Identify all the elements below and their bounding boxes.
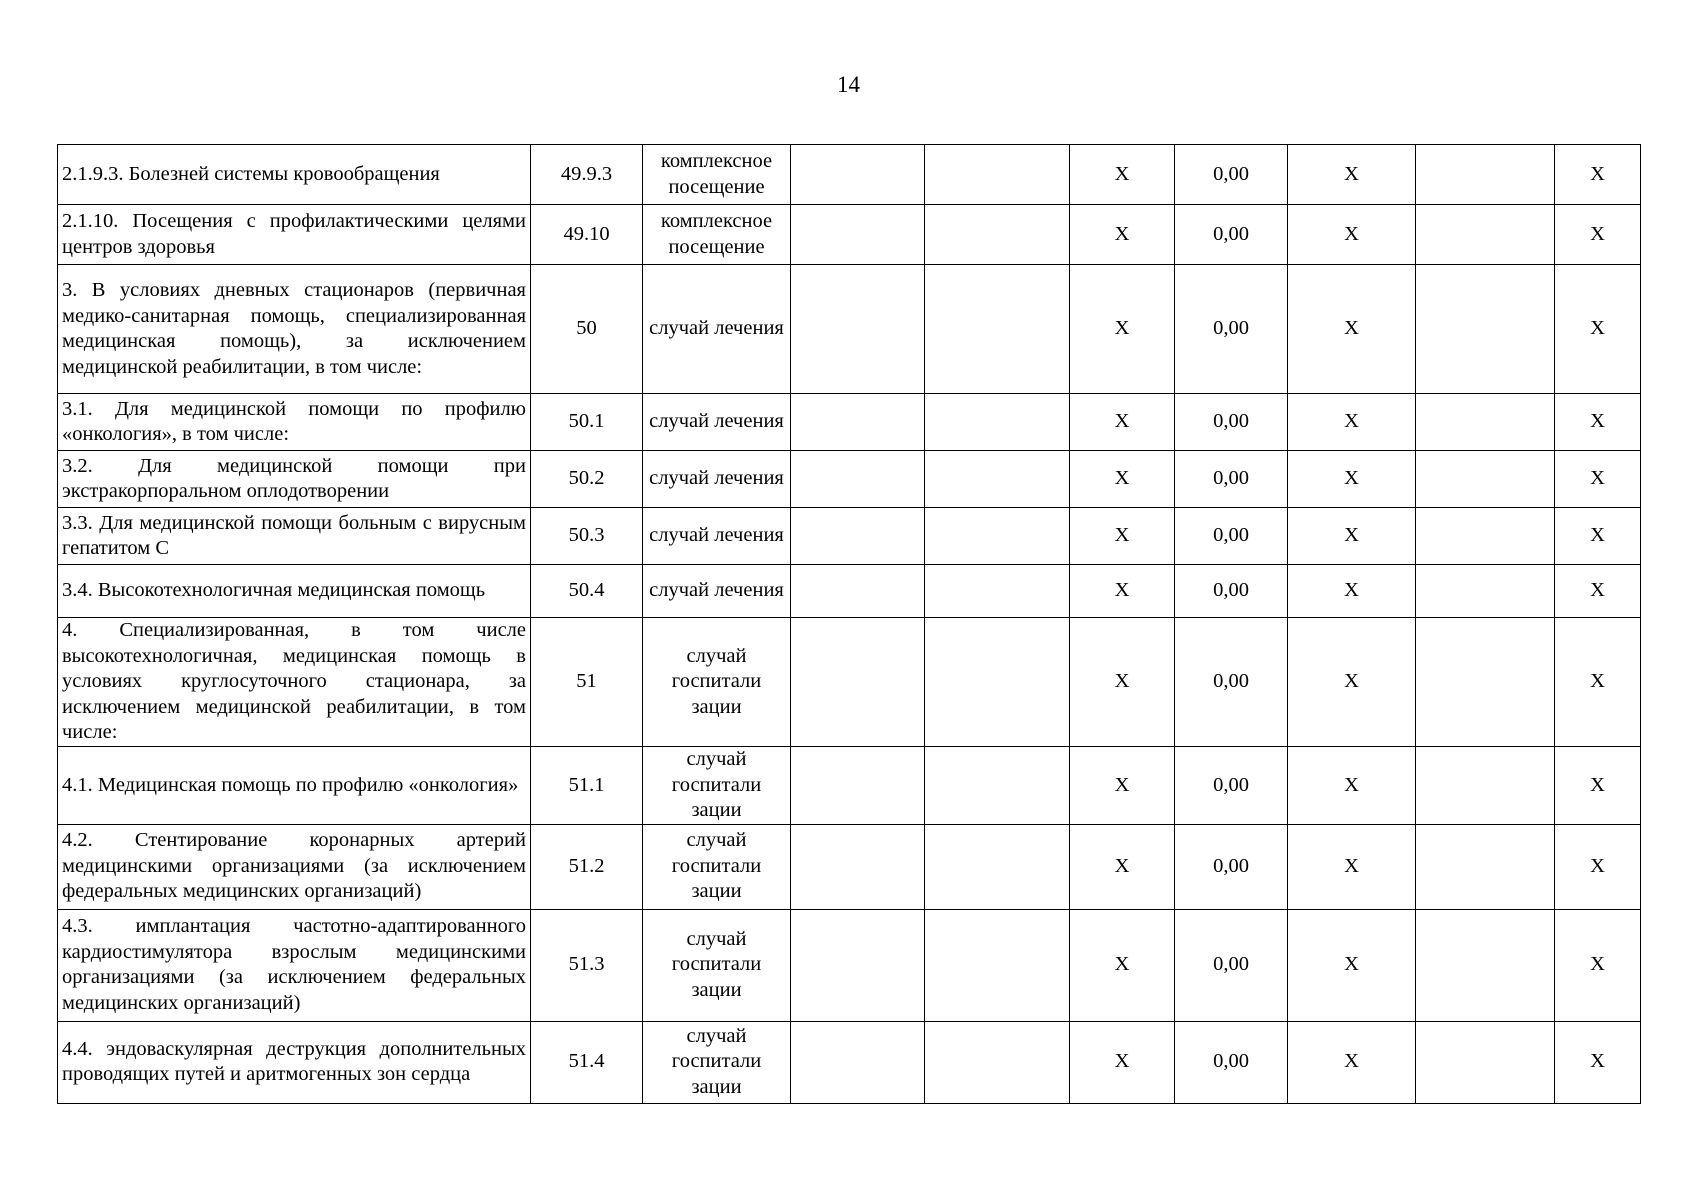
row-label: 3.3. Для медицинской помощи больным с вирусным гепатитом С	[58, 508, 531, 565]
cell-col-9	[1416, 1021, 1555, 1103]
table-row	[58, 618, 1641, 747]
cell-col-5	[925, 909, 1070, 1021]
cell-col-4	[791, 909, 925, 1021]
cell-col-7: 0,00	[1175, 618, 1288, 747]
unit-of-measure: случай госпитали зации	[643, 824, 791, 909]
cell-col-4	[791, 508, 925, 565]
row-label: 4.3. имплантация частотно-адаптированного кардиостимулятора взрослым медицинскими организациями (за исключением федеральных медицинских организаций)	[58, 909, 531, 1021]
row-code: 49.10	[531, 205, 643, 265]
table-row	[58, 747, 1641, 825]
row-label: 4. Специализированная, в том числе высокотехнологичная, медицинская помощь в условиях круглосуточного стационара, за исключением медицинской реабилитации, в том числе:	[58, 618, 531, 747]
unit-of-measure: случай лечения	[643, 451, 791, 508]
unit-of-measure: комплексное посещение	[643, 205, 791, 265]
unit-of-measure: случай лечения	[643, 394, 791, 451]
cell-col-5	[925, 508, 1070, 565]
cell-col-6: X	[1070, 508, 1175, 565]
table-row	[58, 508, 1641, 565]
cell-col-6: X	[1070, 565, 1175, 618]
cell-col-10: X	[1555, 451, 1641, 508]
cell-col-7: 0,00	[1175, 909, 1288, 1021]
row-label: 2.1.9.3. Болезней системы кровообращения	[58, 145, 531, 205]
cell-col-8: X	[1288, 909, 1416, 1021]
cell-col-9	[1416, 394, 1555, 451]
cell-col-4	[791, 747, 925, 825]
cell-col-4	[791, 824, 925, 909]
cell-col-8: X	[1288, 394, 1416, 451]
cell-col-8: X	[1288, 1021, 1416, 1103]
cell-col-4	[791, 451, 925, 508]
row-label: 3. В условиях дневных стационаров (первичная медико-санитарная помощь, специализированная медицинская помощь), за исключением медицинской реабилитации, в том числе:	[58, 265, 531, 394]
cell-col-10: X	[1555, 618, 1641, 747]
cell-col-6: X	[1070, 824, 1175, 909]
table-row	[58, 265, 1641, 394]
cell-col-9	[1416, 747, 1555, 825]
row-code: 50.1	[531, 394, 643, 451]
cell-col-7: 0,00	[1175, 1021, 1288, 1103]
cell-col-9	[1416, 618, 1555, 747]
cell-col-8: X	[1288, 265, 1416, 394]
cell-col-7: 0,00	[1175, 145, 1288, 205]
cell-col-4	[791, 265, 925, 394]
cell-col-5	[925, 1021, 1070, 1103]
row-code: 50.4	[531, 565, 643, 618]
row-label: 3.2. Для медицинской помощи при экстракорпоральном оплодотворении	[58, 451, 531, 508]
cell-col-6: X	[1070, 747, 1175, 825]
row-code: 50	[531, 265, 643, 394]
table-row	[58, 565, 1641, 618]
cell-col-8: X	[1288, 618, 1416, 747]
cell-col-6: X	[1070, 451, 1175, 508]
unit-of-measure: случай госпитали зации	[643, 618, 791, 747]
cell-col-9	[1416, 824, 1555, 909]
row-code: 50.2	[531, 451, 643, 508]
cell-col-9	[1416, 451, 1555, 508]
cell-col-4	[791, 145, 925, 205]
cell-col-8: X	[1288, 145, 1416, 205]
unit-of-measure: случай госпитали зации	[643, 909, 791, 1021]
cell-col-8: X	[1288, 508, 1416, 565]
cell-col-6: X	[1070, 265, 1175, 394]
cell-col-7: 0,00	[1175, 824, 1288, 909]
cell-col-4	[791, 1021, 925, 1103]
cell-col-10: X	[1555, 909, 1641, 1021]
cell-col-8: X	[1288, 451, 1416, 508]
cell-col-5	[925, 618, 1070, 747]
unit-of-measure: случай лечения	[643, 508, 791, 565]
cell-col-10: X	[1555, 747, 1641, 825]
unit-of-measure: случай лечения	[643, 265, 791, 394]
cell-col-10: X	[1555, 508, 1641, 565]
cell-col-7: 0,00	[1175, 508, 1288, 565]
cell-col-9	[1416, 205, 1555, 265]
row-code: 51.1	[531, 747, 643, 825]
row-label: 3.4. Высокотехнологичная медицинская помощь	[58, 565, 531, 618]
cell-col-9	[1416, 265, 1555, 394]
page-number: 14	[837, 72, 860, 97]
cell-col-7: 0,00	[1175, 565, 1288, 618]
cell-col-5	[925, 451, 1070, 508]
row-code: 51.4	[531, 1021, 643, 1103]
unit-of-measure: случай госпитали зации	[643, 747, 791, 825]
cell-col-10: X	[1555, 265, 1641, 394]
cell-col-10: X	[1555, 824, 1641, 909]
cell-col-5	[925, 394, 1070, 451]
cell-col-6: X	[1070, 909, 1175, 1021]
cell-col-9	[1416, 909, 1555, 1021]
cell-col-6: X	[1070, 205, 1175, 265]
cell-col-7: 0,00	[1175, 205, 1288, 265]
row-code: 50.3	[531, 508, 643, 565]
cell-col-5	[925, 824, 1070, 909]
cell-col-9	[1416, 508, 1555, 565]
cell-col-6: X	[1070, 394, 1175, 451]
cell-col-6: X	[1070, 145, 1175, 205]
cell-col-10: X	[1555, 145, 1641, 205]
table-row	[58, 394, 1641, 451]
cell-col-10: X	[1555, 1021, 1641, 1103]
cell-col-5	[925, 145, 1070, 205]
table-row	[58, 145, 1641, 205]
cell-col-5	[925, 747, 1070, 825]
cell-col-7: 0,00	[1175, 394, 1288, 451]
cell-col-6: X	[1070, 618, 1175, 747]
row-code: 51.3	[531, 909, 643, 1021]
row-label: 4.1. Медицинская помощь по профилю «онкология»	[58, 747, 531, 825]
cell-col-6: X	[1070, 1021, 1175, 1103]
table-row	[58, 451, 1641, 508]
cell-col-5	[925, 205, 1070, 265]
row-label: 3.1. Для медицинской помощи по профилю «онкология», в том числе:	[58, 394, 531, 451]
cell-col-9	[1416, 565, 1555, 618]
row-code: 51	[531, 618, 643, 747]
cell-col-7: 0,00	[1175, 451, 1288, 508]
cell-col-5	[925, 565, 1070, 618]
cell-col-7: 0,00	[1175, 265, 1288, 394]
cell-col-8: X	[1288, 205, 1416, 265]
cell-col-5	[925, 265, 1070, 394]
cell-col-10: X	[1555, 394, 1641, 451]
cell-col-4	[791, 205, 925, 265]
row-label: 4.4. эндоваскулярная деструкция дополнительных проводящих путей и аритмогенных зон сердца	[58, 1021, 531, 1103]
row-label: 4.2. Стентирование коронарных артерий медицинскими организациями (за исключением федеральных медицинских организаций)	[58, 824, 531, 909]
cell-col-4	[791, 565, 925, 618]
row-label: 2.1.10. Посещения с профилактическими целями центров здоровья	[58, 205, 531, 265]
cell-col-10: X	[1555, 565, 1641, 618]
cell-col-8: X	[1288, 747, 1416, 825]
cell-col-8: X	[1288, 565, 1416, 618]
data-table	[57, 144, 1641, 1104]
cell-col-9	[1416, 145, 1555, 205]
table-row	[58, 1021, 1641, 1103]
cell-col-7: 0,00	[1175, 747, 1288, 825]
table-row	[58, 205, 1641, 265]
cell-col-10: X	[1555, 205, 1641, 265]
unit-of-measure: комплексное посещение	[643, 145, 791, 205]
unit-of-measure: случай лечения	[643, 565, 791, 618]
unit-of-measure: случай госпитали зации	[643, 1021, 791, 1103]
table-row	[58, 909, 1641, 1021]
table-row	[58, 824, 1641, 909]
cell-col-8: X	[1288, 824, 1416, 909]
table-body	[58, 145, 1641, 1104]
cell-col-4	[791, 394, 925, 451]
cell-col-4	[791, 618, 925, 747]
row-code: 51.2	[531, 824, 643, 909]
row-code: 49.9.3	[531, 145, 643, 205]
